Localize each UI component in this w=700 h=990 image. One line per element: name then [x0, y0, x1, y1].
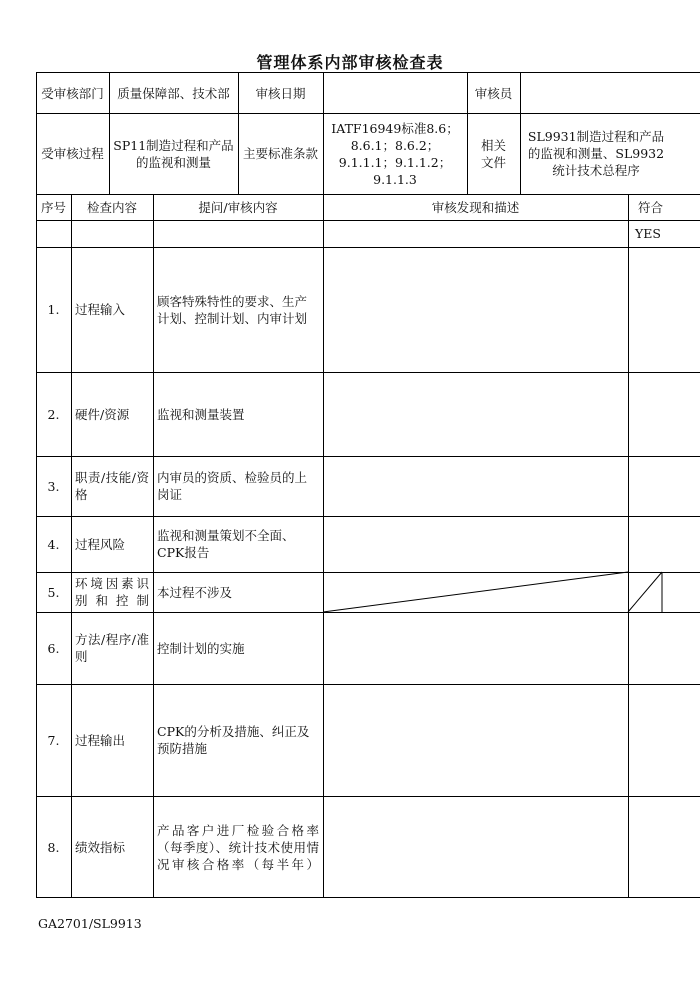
col-finding: 审核发现和描述 [431, 199, 520, 215]
page-title: 管理体系内部审核检查表 [256, 53, 444, 72]
col-conform: 符合 [638, 199, 664, 215]
col-yes: YES [635, 226, 661, 241]
row-content: 硬件/资源 [75, 406, 130, 422]
col-content: 检查内容 [86, 199, 137, 215]
docs-label: 相关文件 [480, 137, 506, 170]
row-question: 本过程不涉及 [157, 584, 233, 600]
row-no: 6. [47, 640, 60, 656]
row-question: 监视和测量装置 [157, 406, 245, 422]
document-code: GA2701/SL9913 [38, 916, 142, 931]
row-question: 产品客户进厂检验合格率（每季度）、统计技术使用情况审核合格率（每半年） [157, 822, 319, 872]
row-content: 职责/技能/资格 [75, 470, 149, 502]
process-value: SP11制造过程和产品的监视和测量 [113, 137, 234, 170]
row-content: 过程输出 [75, 732, 126, 748]
row-no: 5. [47, 584, 60, 600]
date-label: 审核日期 [255, 85, 306, 101]
row-content: 环境因素识别和控制 [75, 576, 149, 608]
docs-value: SL9931制造过程和产品的监视和测量、SL9932统计技术总程序 [527, 129, 665, 178]
row-content: 方法/程序/准则 [75, 632, 149, 664]
dept-value: 质量保障部、技术部 [117, 85, 230, 101]
dept-label: 受审核部门 [41, 85, 104, 101]
row-question: 顾客特殊特性的要求、生产计划、控制计划、内审计划 [157, 293, 308, 326]
row-question: CPK的分析及措施、纠正及预防措施 [157, 724, 310, 756]
row-no: 7. [47, 732, 60, 748]
row-question: 监视和测量策划不全面、CPK报告 [157, 528, 295, 560]
col-no: 序号 [40, 199, 66, 215]
row-no: 4. [47, 536, 60, 552]
row-content: 过程输入 [75, 302, 126, 317]
row-no: 1. [47, 302, 60, 317]
row-no: 3. [47, 478, 60, 494]
col-question: 提问/审核内容 [198, 199, 278, 215]
process-label: 受审核过程 [41, 146, 104, 161]
row-content: 过程风险 [75, 536, 126, 552]
clause-value: IATF16949标准8.6；8.6.1；8.6.2；9.1.1.1；9.1.1.2；9.1.1.3 [331, 120, 459, 187]
row-no: 2. [47, 406, 60, 422]
auditor-label: 审核员 [474, 85, 513, 101]
row-question: 内审员的资质、检验员的上岗证 [157, 470, 308, 502]
row-question: 控制计划的实施 [157, 640, 245, 656]
row-content: 绩效指标 [75, 839, 126, 855]
clause-label: 主要标准条款 [242, 146, 318, 161]
row-no: 8. [47, 839, 60, 855]
